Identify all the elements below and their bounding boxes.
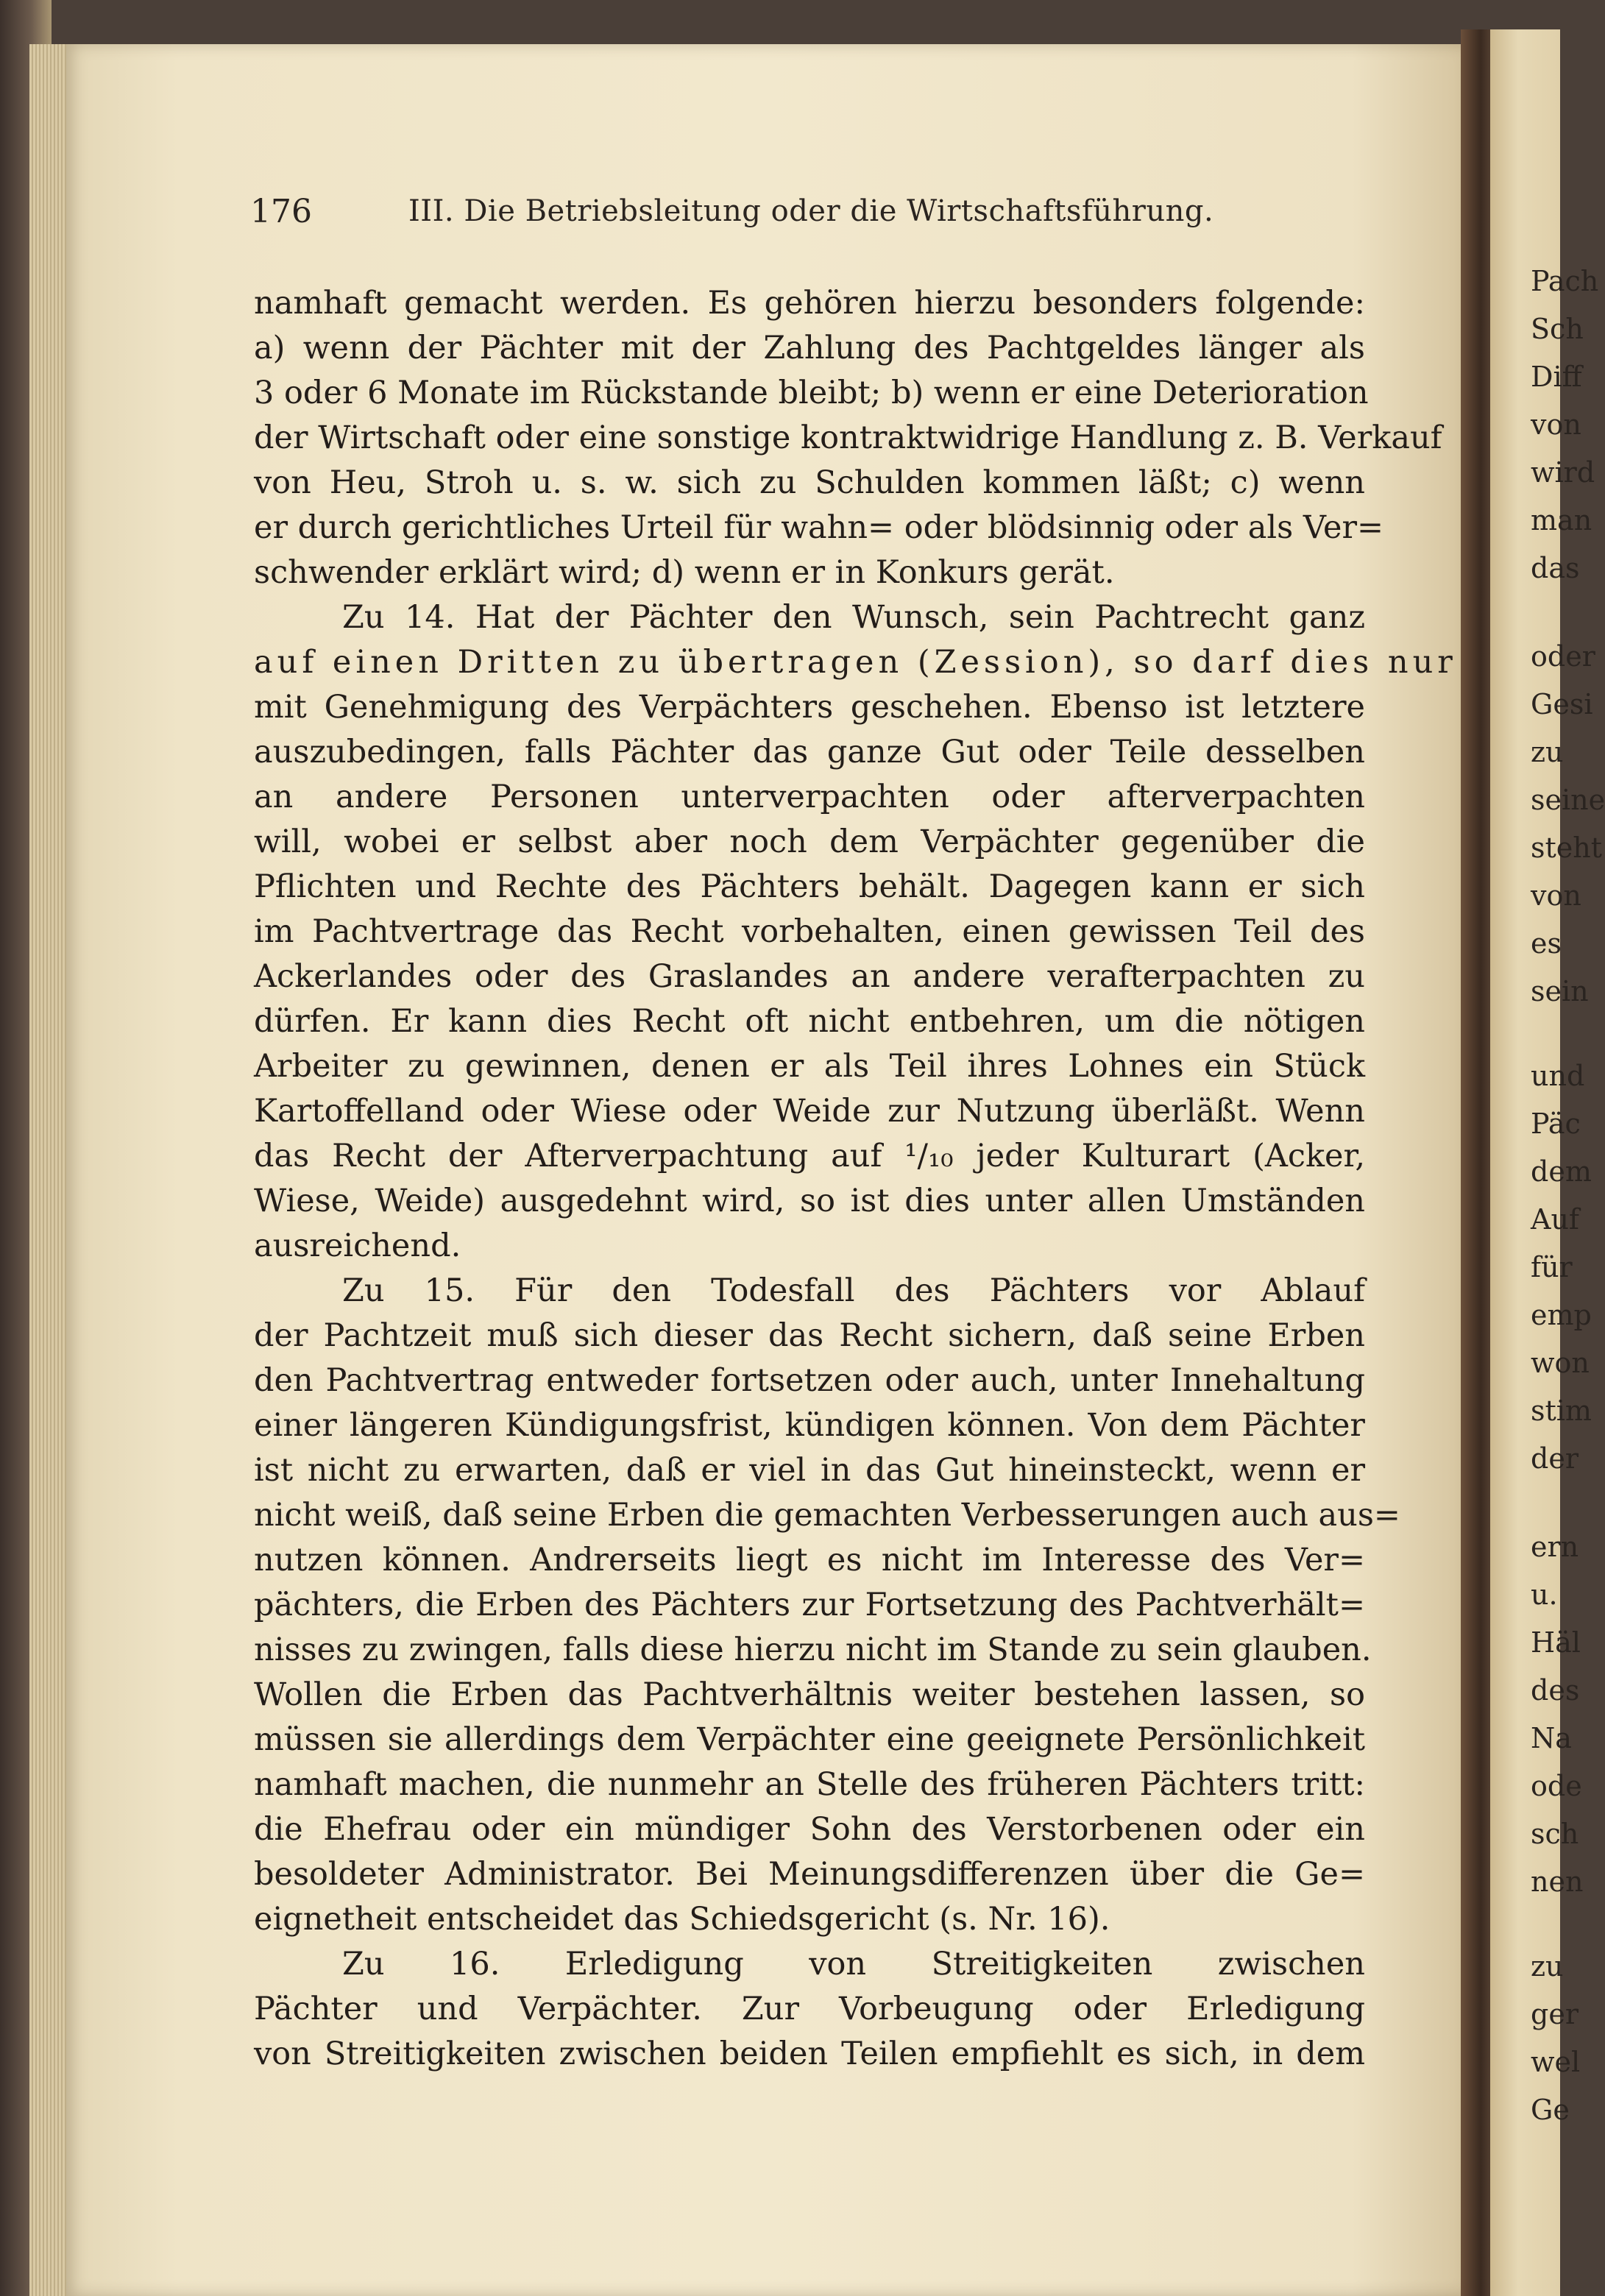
text-line: er durch gerichtliches Urteil für wahn= oder blödsinnig oder als Ver=	[254, 509, 1384, 546]
text-line: auf einen Dritten zu übertragen (Zession), so darf dies nur	[254, 644, 1457, 681]
text-line: 3 oder 6 Monate im Rückstande bleibt; b) wenn er eine Deterioration	[254, 375, 1369, 411]
adjacent-word: ode	[1531, 1770, 1582, 1802]
adjacent-word: won	[1531, 1347, 1590, 1379]
text-line: an andere Personen unterverpachten oder afterverpachten	[254, 779, 1365, 815]
adjacent-word: stim	[1531, 1395, 1592, 1427]
adjacent-word: Päc	[1531, 1108, 1581, 1140]
adjacent-word: von	[1531, 408, 1581, 441]
adjacent-word: das	[1531, 552, 1580, 584]
adjacent-word: und	[1531, 1060, 1585, 1092]
text-line: müssen sie allerdings dem Verpächter eine geeignete Persönlichkeit	[254, 1721, 1365, 1758]
text-line: Pflichten und Rechte des Pächters behält. Dagegen kann er sich	[254, 868, 1365, 905]
adjacent-word: zu	[1531, 1950, 1564, 1983]
section-heading-line: Zu 14. Hat der Pächter den Wunsch, sein Pachtrecht ganz	[342, 599, 1365, 636]
adjacent-word: für	[1531, 1251, 1573, 1283]
text-line: Ackerlandes oder des Graslandes an andere verafterpachten zu	[254, 958, 1365, 995]
text-line: namhaft gemacht werden. Es gehören hierzu besonders folgende:	[254, 285, 1365, 322]
adjacent-word: wird	[1531, 456, 1595, 489]
text-line: der Pachtzeit muß sich dieser das Recht sichern, daß seine Erben	[254, 1317, 1365, 1354]
adjacent-word: Gesi	[1531, 688, 1593, 720]
adjacent-page-edge	[1490, 29, 1605, 2296]
running-head: III. Die Betriebsleitung oder die Wirtschaftsführung.	[408, 194, 1214, 228]
adjacent-word: emp	[1531, 1299, 1592, 1331]
text-line: ist nicht zu erwarten, daß er viel in das Gut hineinsteckt, wenn er	[254, 1452, 1365, 1489]
adjacent-word: Ge	[1531, 2094, 1570, 2126]
adjacent-word: wel	[1531, 2046, 1581, 2078]
adjacent-word: ern	[1531, 1531, 1579, 1563]
text-line: nutzen können. Andrerseits liegt es nicht im Interesse des Ver=	[254, 1542, 1365, 1578]
book-gutter	[1461, 29, 1494, 2296]
text-line: von Streitigkeiten zwischen beiden Teilen empfiehlt es sich, in dem	[254, 2035, 1365, 2072]
text-line: a) wenn der Pächter mit der Zahlung des Pachtgeldes länger als	[254, 330, 1365, 366]
text-line: nisses zu zwingen, falls diese hierzu nicht im Stande zu sein glauben.	[254, 1631, 1372, 1668]
text-line: will, wobei er selbst aber noch dem Verpächter gegenüber die	[254, 823, 1365, 860]
text-line: das Recht der Afterverpachtung auf ¹/₁₀ jeder Kulturart (Acker,	[254, 1138, 1365, 1174]
text-line: eignetheit entscheidet das Schiedsgericht (s. Nr. 16).	[254, 1901, 1110, 1938]
adjacent-word: u.	[1531, 1578, 1558, 1611]
text-line: von Heu, Stroh u. s. w. sich zu Schulden kommen läßt; c) wenn	[254, 464, 1365, 501]
adjacent-word: Sch	[1531, 313, 1584, 345]
text-line: pächters, die Erben des Pächters zur Fortsetzung des Pachtverhält=	[254, 1587, 1365, 1623]
adjacent-word: ger	[1531, 1998, 1579, 2030]
adjacent-word: man	[1531, 504, 1592, 536]
text-line: besoldeter Administrator. Bei Meinungsdifferenzen über die Ge=	[254, 1856, 1365, 1893]
text-line: mit Genehmigung des Verpächters geschehen. Ebenso ist letztere	[254, 689, 1365, 726]
adjacent-word: oder	[1531, 640, 1595, 673]
adjacent-word: von	[1531, 879, 1581, 912]
adjacent-word: der	[1531, 1442, 1579, 1475]
text-line: die Ehefrau oder ein mündiger Sohn des Verstorbenen oder ein	[254, 1811, 1365, 1848]
page-header	[250, 193, 1369, 237]
adjacent-word: sein	[1531, 975, 1589, 1007]
adjacent-word: Na	[1531, 1722, 1572, 1754]
text-line: Arbeiter zu gewinnen, denen er als Teil ihres Lohnes ein Stück	[254, 1048, 1365, 1085]
adjacent-word: zu	[1531, 736, 1564, 768]
adjacent-word: des	[1531, 1674, 1580, 1707]
text-line: namhaft machen, die nunmehr an Stelle des früheren Pächters tritt:	[254, 1766, 1365, 1803]
text-line: Kartoffelland oder Wiese oder Weide zur Nutzung überläßt. Wenn	[254, 1093, 1365, 1130]
text-line: nicht weiß, daß seine Erben die gemachten Verbesserungen auch aus=	[254, 1497, 1400, 1534]
adjacent-word: Auf	[1531, 1203, 1579, 1236]
text-line: den Pachtvertrag entweder fortsetzen oder auch, unter Innehaltung	[254, 1362, 1365, 1399]
text-line: im Pachtvertrage das Recht vorbehalten, einen gewissen Teil des	[254, 913, 1365, 950]
adjacent-word: es	[1531, 927, 1562, 960]
adjacent-word: dem	[1531, 1155, 1592, 1188]
text-line: schwender erklärt wird; d) wenn er in Konkurs gerät.	[254, 554, 1115, 591]
text-line: der Wirtschaft oder eine sonstige kontraktwidrige Handlung z. B. Verkauf	[254, 419, 1442, 456]
text-line: Wiese, Weide) ausgedehnt wird, so ist dies unter allen Umständen	[254, 1183, 1365, 1219]
page-number: 176	[250, 193, 312, 230]
adjacent-word: nen	[1531, 1866, 1584, 1898]
section-heading-line: Zu 15. Für den Todesfall des Pächters vor Ablauf	[342, 1272, 1365, 1309]
text-line: einer längeren Kündigungsfrist, kündigen können. Von dem Pächter	[254, 1407, 1365, 1444]
text-line: Pächter und Verpächter. Zur Vorbeugung oder Erledigung	[254, 1991, 1365, 2027]
section-heading-line: Zu 16. Erledigung von Streitigkeiten zwischen	[342, 1946, 1365, 1983]
text-line: auszubedingen, falls Pächter das ganze Gut oder Teile desselben	[254, 734, 1365, 770]
adjacent-word: seine	[1531, 784, 1605, 816]
text-line: ausreichend.	[254, 1227, 461, 1264]
adjacent-word: Pach	[1531, 265, 1599, 297]
adjacent-word: sch	[1531, 1818, 1579, 1850]
body-text	[254, 281, 1457, 2077]
adjacent-word: steht	[1531, 832, 1603, 864]
text-line: dürfen. Er kann dies Recht oft nicht entbehren, um die nötigen	[254, 1003, 1365, 1040]
text-line: Wollen die Erben das Pachtverhältnis weiter bestehen lassen, so	[254, 1676, 1365, 1713]
adjacent-word: Häl	[1531, 1626, 1581, 1659]
adjacent-word: Diff	[1531, 361, 1582, 393]
